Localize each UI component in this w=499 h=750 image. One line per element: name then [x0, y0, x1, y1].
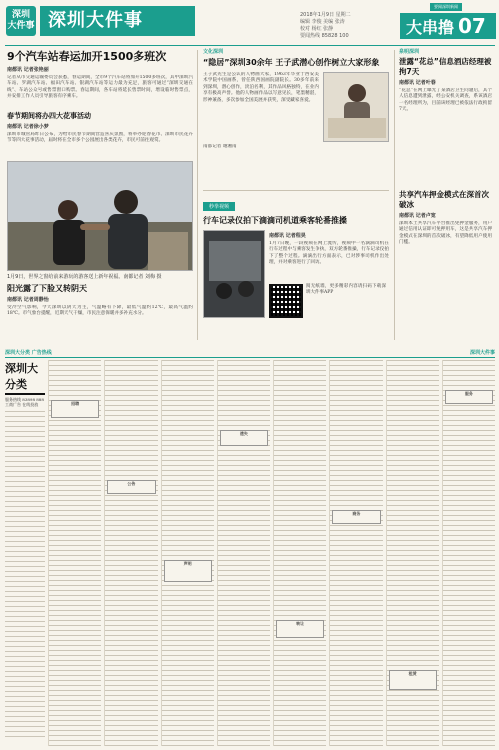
photo-caption: 1月9日，世界之窗给前来游玩的游客送上新年祝福。南都记者 刘梅 摄 — [7, 274, 162, 280]
article-headline[interactable]: 9个汽车站春运加开1500多班次 — [7, 50, 167, 63]
qr-promo — [269, 284, 389, 318]
page-number: 07 — [458, 14, 486, 38]
newspaper-logo[interactable]: 深圳 大件事 — [6, 6, 36, 36]
ads-grid — [5, 360, 495, 746]
ad-column: 公告 — [104, 360, 157, 746]
meta-hotline: 要闻热线 85828 100 — [300, 33, 349, 39]
ad-column: 租赁 — [386, 360, 439, 746]
video-still-photo[interactable] — [203, 230, 265, 318]
article-headline[interactable]: 泄露“花总”信息酒店经理被拘7天 — [399, 57, 492, 76]
video-section — [203, 190, 389, 318]
brand-box — [400, 13, 496, 39]
news-photo[interactable] — [7, 161, 193, 271]
article-byline: 南都讯 记者周静怡 — [7, 297, 49, 303]
header-rule — [5, 45, 495, 46]
column-right — [399, 48, 492, 321]
article-headline[interactable]: 共享汽车押金模式在深首次破冰 — [399, 190, 489, 209]
article-body: 深圳市城管局昨日公布，为给市民春节期间营造喜庆氛围，将举办迎春花市、深圳市民花卉节等四大花事活动，届时将在全市多个公园展出各类花卉，市民可前往观赏。 — [7, 132, 193, 144]
column-divider — [394, 50, 395, 340]
ads-left-label: 深圳大分类 广告热线 — [5, 350, 52, 356]
article-headline[interactable]: 行车记录仪拍下滴滴司机道乘客轮番推搡 — [203, 216, 347, 225]
meta-editor: 编辑 李俊 美编 张涛 — [300, 19, 345, 25]
ads-right-label: 深圳大件事 — [469, 350, 495, 356]
article-byline: 南都讯 记者张艳丽 — [7, 67, 49, 73]
ads-subtitle: 服务热线 83898 888 工商广告 在线投放 — [5, 397, 44, 407]
article-headline[interactable]: “隐居”深圳30余年 王子武潜心创作树立大家形象 — [203, 58, 380, 67]
article-headline[interactable]: 春节期间将办四大花事活动 — [7, 112, 91, 120]
article-body: 深圳本土共享汽车平台推出免押金服务，用户通过信用认证即可免押用车，这是共享汽车押金模式在深圳的首次破冰，有望降低用户使用门槛。 — [399, 221, 492, 246]
photo-scene — [324, 73, 389, 142]
page-meta — [300, 12, 400, 40]
section-tag: 泉明深圳 — [399, 49, 420, 55]
column-middle — [203, 48, 389, 318]
article-headline[interactable]: 阳光露了下脸又转阴天 — [7, 284, 87, 293]
article-byline: 南都讯 记者卢宽 — [399, 213, 436, 219]
article-byline: 南都讯 记者叶春 — [399, 80, 436, 86]
article-body: 受冷空气影响，今天深圳以阴天为主，气温略有下降，最低气温约12℃，最高气温约18℃。市气象台提醒，近期天气干燥，市民注意保暖并多补充水分。 — [7, 305, 193, 317]
ad-column: 声明 — [161, 360, 214, 746]
video-article-row — [203, 230, 389, 318]
article-body: 记者从市交通运输委员会获悉，春运期间，全市9个汽车站将加开1500多班次，其中深圳汽车站、罗湖汽车站、福田汽车站、银湖汽车站等运力最为充足，旅客可通过“深圳交通在线”、车站公众号或售票窗口购票。春运期间，各车站将延长售票时间，增设临时售票点，并安排工作人员引导旅客有序乘车。 — [7, 75, 193, 100]
meta-date: 2018年1月9日 星期二 — [300, 12, 351, 18]
ads-lead-column — [5, 360, 45, 746]
ad-column: 服务 — [442, 360, 495, 746]
article-body: “花总”在网上曝光了某酒店卫生问题后，其个人信息遭到泄露，经公安机关调查，系该酒店一名经理所为，目前该经理已被依法行政拘留7天。 — [399, 88, 492, 113]
ads-title: 深圳大分类 — [5, 360, 45, 395]
ad-column: 遗失 — [217, 360, 270, 746]
ad-listings — [5, 411, 45, 741]
ad-column: 招聘 — [48, 360, 101, 746]
video-article — [269, 230, 389, 318]
column-left — [7, 48, 193, 325]
article-body: 王子武先生是公认的人物画大家，1963年毕业于西安美术学院中国画系，曾任陕西国画院副院长。30多年前来到深圳，潜心创作，淡泊名利，其作品风格独特，在业内享有极高声誉。他的人物画作品以写意见长，笔墨精湛，形神兼备，多次参加全国美展并获奖，深受藏家喜爱。 — [203, 72, 319, 103]
ads-header — [5, 348, 495, 358]
ad-column: 转让 — [273, 360, 326, 746]
ad-column: 商务 — [329, 360, 382, 746]
section-tag: 文化深圳 — [203, 49, 224, 55]
article-byline: 南都讯 记者程昊 — [269, 233, 306, 239]
page-header — [0, 0, 499, 46]
qr-text: 阅无纸墙，更多精彩内容请扫码下载深圳大件事APP — [306, 284, 386, 296]
article-body-continued — [203, 144, 389, 180]
brand-name: 大串撸 — [406, 18, 455, 37]
article-byline: 南都记者 谢湘南 — [203, 144, 237, 149]
article-with-photo — [203, 72, 389, 142]
section-label: 秒拳视频 — [203, 202, 235, 211]
article-byline: 南都讯 记者徐小梦 — [7, 124, 49, 130]
meta-proof: 校对 杨红 张静 — [300, 26, 334, 32]
section-title: 深圳大件事 — [40, 6, 195, 36]
artist-photo[interactable] — [323, 72, 389, 142]
photo-scene — [204, 231, 265, 318]
classified-ads-section — [5, 348, 495, 746]
article-body: 1月7日晚，一段视频在网上流传，视频中一名滴滴司机在行车过程中与乘客发生争执，双方轮番推搡，行车记录仪拍下了整个过程。滴滴出行方面表示，已对涉事司机作出处理，并对乘客进行了回访。 — [269, 241, 389, 266]
photo-scene — [8, 162, 193, 271]
qr-code-icon[interactable] — [269, 284, 303, 318]
column-divider — [197, 50, 198, 340]
top-label: 要闻深圳新闻 — [430, 3, 462, 11]
